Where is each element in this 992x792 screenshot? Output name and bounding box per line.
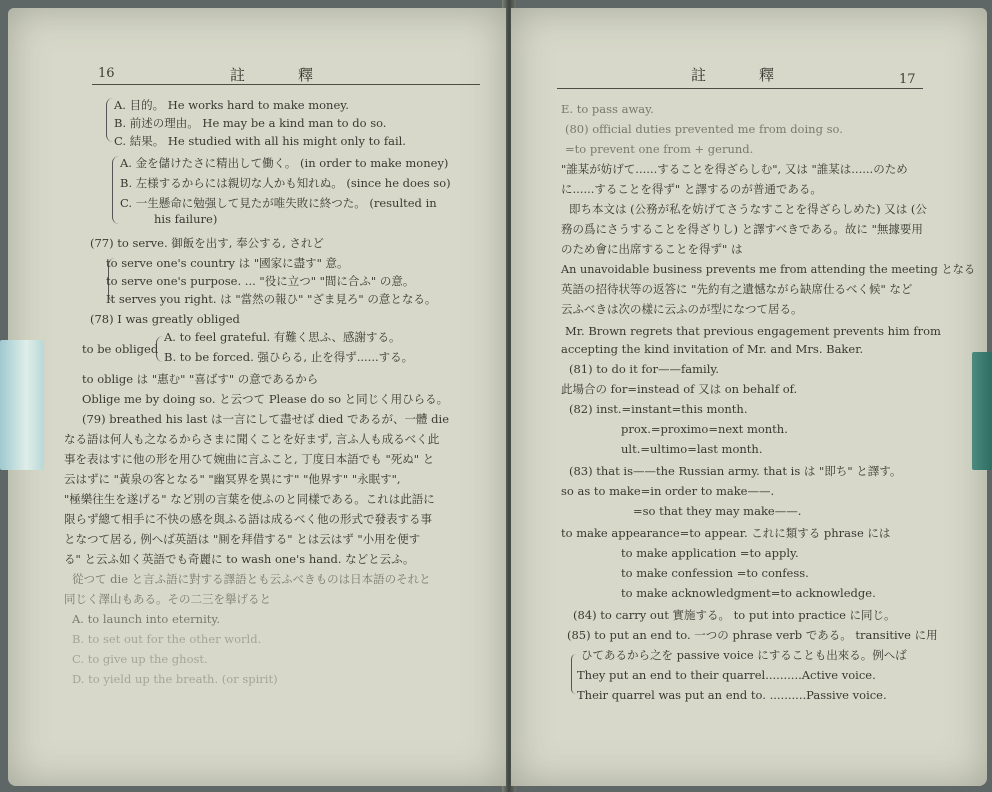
text-line: 限らず總て相手に不快の感を與ふる語は成るべく他の形式で發表する事 — [64, 512, 432, 526]
text-line: A. 目的。 He works hard to make money. — [114, 98, 349, 112]
text-line: B. to be forced. 强ひらる, 止を得ず......する。 — [164, 350, 414, 364]
text-line: (77) to serve. 御飯を出す, 奉公する, されど — [90, 236, 324, 250]
text-line: 同じく澤山もある。その二三を擧げると — [64, 592, 271, 606]
text-line: A. 金を儲けたさに精出して働く。 (in order to make money) — [120, 156, 449, 170]
text-line: =to prevent one from + gerund. — [565, 142, 754, 156]
text-line: C. to give up the ghost. — [72, 652, 208, 666]
text-line: A. to feel grateful. 有難く思ふ、感謝する。 — [164, 330, 401, 344]
right-page — [511, 8, 987, 786]
text-line: Oblige me by doing so. と云つて Please do so と同じく用ひらる。 — [82, 392, 449, 406]
text-line: D. to yield up the breath. (or spirit) — [72, 672, 278, 686]
text-line: 從つて die と言ふ語に對する譯語とも云ふべきものは日本語のそれと — [72, 572, 431, 586]
text-line: to make appearance=to appear. これに類する phrase には — [561, 526, 891, 540]
text-line: (85) to put an end to. 一つの phrase verb である。 transitive に用 — [567, 628, 938, 642]
text-line: 即ち本文は (公務が私を妨げてさうなすことを得ざらしめた) 又は (公 — [569, 202, 927, 216]
brace — [106, 98, 113, 142]
text-line: 務の爲にさうすることを得ざりし) と譯すべきである。故に "無據要用 — [561, 222, 923, 236]
text-line: (81) to do it for——family. — [569, 362, 720, 376]
text-line: to make application =to apply. — [621, 546, 799, 560]
text-line: 事を表はすに他の形を用ひて婉曲に言ふこと, 丁度日本語でも "死ぬ" と — [64, 452, 435, 466]
text-line: B. 前述の理由。 He may be a kind man to do so. — [114, 116, 387, 130]
text-line: to be obliged — [82, 342, 159, 356]
text-line: =so that they may make——. — [633, 504, 802, 518]
text-line: A. to launch into eternity. — [72, 612, 221, 626]
left-page — [8, 8, 506, 786]
text-line: B. 左様するからには親切な人かも知れぬ。 (since he does so) — [120, 176, 451, 190]
text-line: 此場合の for=instead of 又は on behalf of. — [561, 382, 798, 396]
text-line: ult.=ultimo=last month. — [621, 442, 763, 456]
text-line: C. 結果。 He studied with all his might only to fail. — [114, 134, 406, 148]
text-line: Their quarrel was put an end to. ..........Passive voice. — [577, 688, 887, 702]
text-line: Mr. Brown regrets that previous engagement prevents him from — [565, 324, 941, 338]
bookmark-tab-right — [972, 352, 992, 470]
text-line: 云ふべきは次の樣に云ふのが型になつて居る。 — [561, 302, 803, 316]
text-line: prox.=proximo=next month. — [621, 422, 788, 436]
text-line: (84) to carry out 實施する。 to put into practice に同じ。 — [573, 608, 896, 622]
page-header: 註 釋 — [230, 66, 316, 84]
text-line: to serve one's purpose. ... "役に立つ" "間に合ふ" の意。 — [106, 274, 415, 288]
text-line: (82) inst.=instant=this month. — [569, 402, 748, 416]
brace — [112, 156, 119, 224]
text-line: (78) I was greatly obliged — [90, 312, 240, 326]
text-line: ひてあるから之を passive voice にすることも出來る。例へば — [581, 648, 907, 662]
text-line: (83) that is——the Russian army. that is は "即ち" と譯す。 — [569, 464, 902, 478]
text-line: のため會に出席することを得ず" は — [561, 242, 743, 256]
text-line: に......することを得ず" と譯するのが普通である。 — [561, 182, 822, 196]
page-number: 16 — [98, 66, 115, 81]
text-line: to oblige は "惠む" "喜ばす" の意であるから — [82, 372, 319, 386]
text-line: 云はずに "黃泉の客となる" "幽冥界を異にす" "他界す" "永眠す", — [64, 472, 401, 486]
text-line: となつて居る, 例へば英語は "厠を拜借する" とは云はず "小用を便す — [64, 532, 421, 546]
text-line: to serve one's country は "國家に盡す" 意。 — [106, 256, 349, 270]
page-number: 17 — [899, 72, 916, 87]
text-line: E. to pass away. — [561, 102, 654, 116]
text-line: "誰某が妨げて......することを得ざらしむ", 又は "誰某は......のため — [561, 162, 908, 176]
text-line: his failure) — [154, 212, 218, 226]
text-line: It serves you right. は "當然の報ひ" "ざま見ろ" の意となる。 — [106, 292, 437, 306]
text-line: (79) breathed his last は一言にして盡せば died であるが、一體 die — [82, 412, 450, 426]
text-line: C. 一生懸命に勉强して見たが唯失敗に終つた。 (resulted in — [120, 196, 437, 210]
text-line: to make acknowledgment=to acknowledge. — [621, 586, 876, 600]
text-line: 英語の招待状等の返答に "先約有之遺憾ながら缺席仕るべく候" など — [561, 282, 913, 296]
bookmark-tab-left — [0, 340, 44, 470]
text-line: "極樂往生を遂げる" など別の言葉を使ふのと同樣である。これは此語に — [64, 492, 435, 506]
text-line: る" と云ふ如く英語でも奇麗に to wash one's hand. などと云ふ。 — [64, 552, 415, 566]
text-line: so as to make=in order to make——. — [561, 484, 775, 498]
text-line: (80) official duties prevented me from doing so. — [565, 122, 843, 136]
text-line: They put an end to their quarrel..........Active voice. — [577, 668, 876, 682]
header-rule — [92, 84, 480, 85]
page-header: 註 釋 — [691, 66, 777, 84]
text-line: なる語は何人も之なるからさまに聞くことを好まず, 言ふ人も成るべく此 — [64, 432, 440, 446]
text-line: to make confession =to confess. — [621, 566, 809, 580]
brace — [571, 654, 576, 694]
header-rule — [557, 88, 923, 89]
text-line: An unavoidable business prevents me from attending the meeting となる — [561, 262, 976, 276]
text-line: accepting the kind invitation of Mr. and Mrs. Baker. — [561, 342, 864, 356]
text-line: B. to set out for the other world. — [72, 632, 262, 646]
